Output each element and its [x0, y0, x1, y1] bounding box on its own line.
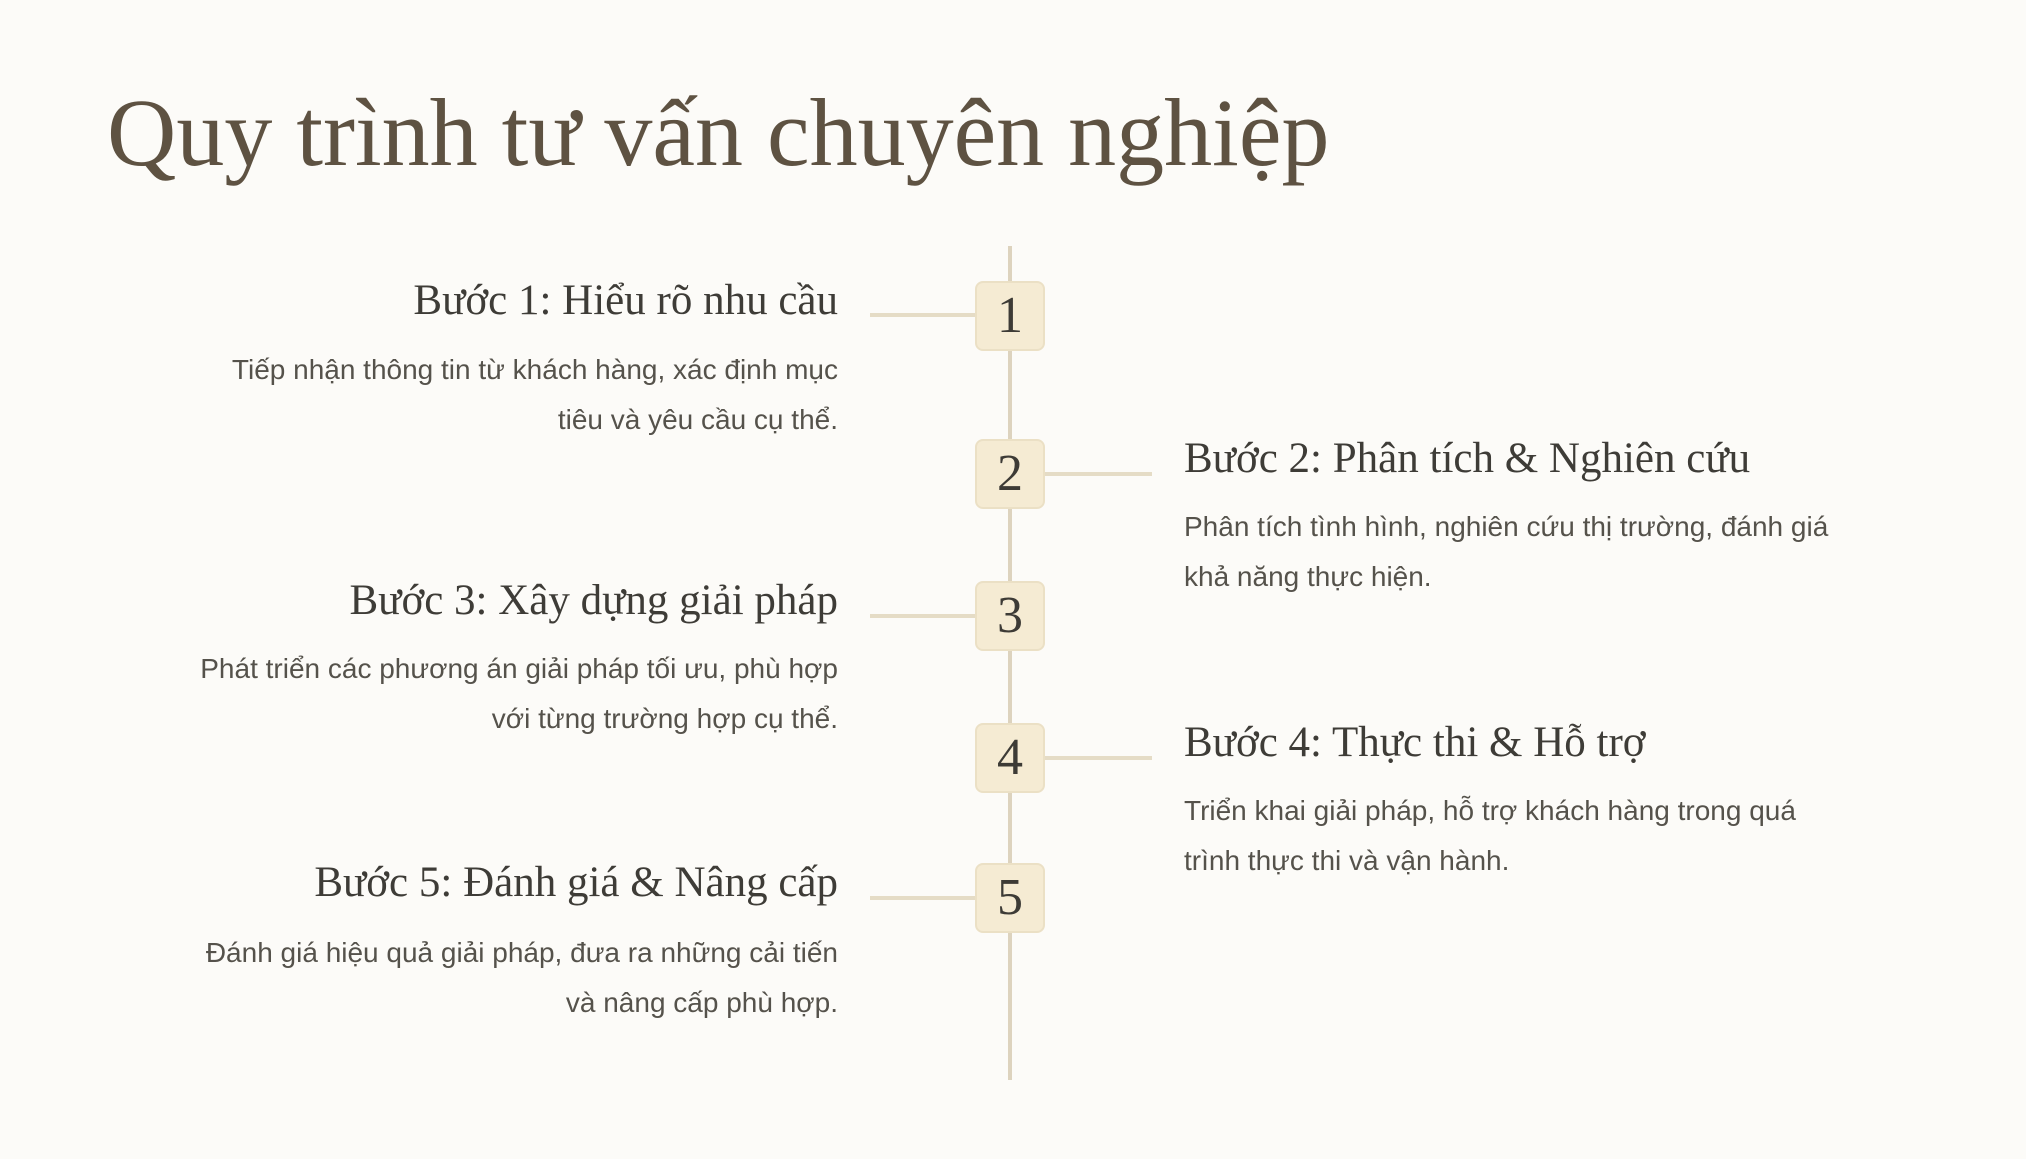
step-4-description-line-1: Triển khai giải pháp, hỗ trợ khách hàng trong quá — [1184, 795, 1796, 826]
step-1-connector — [870, 313, 976, 317]
step-1-number-badge: 1 — [975, 281, 1045, 351]
step-5-description — [78, 928, 838, 1028]
step-3-connector — [870, 614, 976, 618]
step-5-title: Bước 5: Đánh giá & Nâng cấp — [314, 859, 838, 906]
step-4-description-line-2: trình thực thi và vận hành. — [1184, 845, 1510, 876]
step-4-title: Bước 4: Thực thi & Hỗ trợ — [1184, 719, 1646, 766]
step-5-number-badge: 5 — [975, 863, 1045, 933]
step-2-title: Bước 2: Phân tích & Nghiên cứu — [1184, 435, 1751, 482]
step-5-description-line-1: Đánh giá hiệu quả giải pháp, đưa ra những cải tiến — [205, 937, 838, 968]
step-1-description — [78, 345, 838, 445]
step-1-description-line-1: Tiếp nhận thông tin từ khách hàng, xác định mục — [231, 354, 838, 385]
step-2-description — [1184, 502, 1944, 602]
step-5-connector — [870, 896, 976, 900]
page-title: Quy trình tư vấn chuyên nghiệp — [107, 79, 1330, 186]
step-2-description-line-1: Phân tích tình hình, nghiên cứu thị trường, đánh giá — [1184, 511, 1829, 542]
step-4-number-badge: 4 — [975, 723, 1045, 793]
step-3-number-badge: 3 — [975, 581, 1045, 651]
step-3-title: Bước 3: Xây dựng giải pháp — [349, 577, 838, 624]
step-3-description-line-2: với từng trường hợp cụ thể. — [491, 703, 838, 734]
step-2-connector — [1044, 472, 1152, 476]
step-4-connector — [1044, 756, 1152, 760]
step-2-number-badge: 2 — [975, 439, 1045, 509]
step-4-description — [1184, 786, 1944, 886]
step-1-title: Bước 1: Hiểu rõ nhu cầu — [413, 277, 838, 324]
timeline-line — [1008, 246, 1012, 1080]
step-5-description-line-2: và nâng cấp phù hợp. — [565, 987, 838, 1018]
step-1-description-line-2: tiêu và yêu cầu cụ thể. — [557, 404, 838, 435]
step-3-description — [78, 644, 838, 744]
step-2-description-line-2: khả năng thực hiện. — [1184, 561, 1432, 592]
step-3-description-line-1: Phát triển các phương án giải pháp tối ưu, phù hợp — [200, 653, 838, 684]
